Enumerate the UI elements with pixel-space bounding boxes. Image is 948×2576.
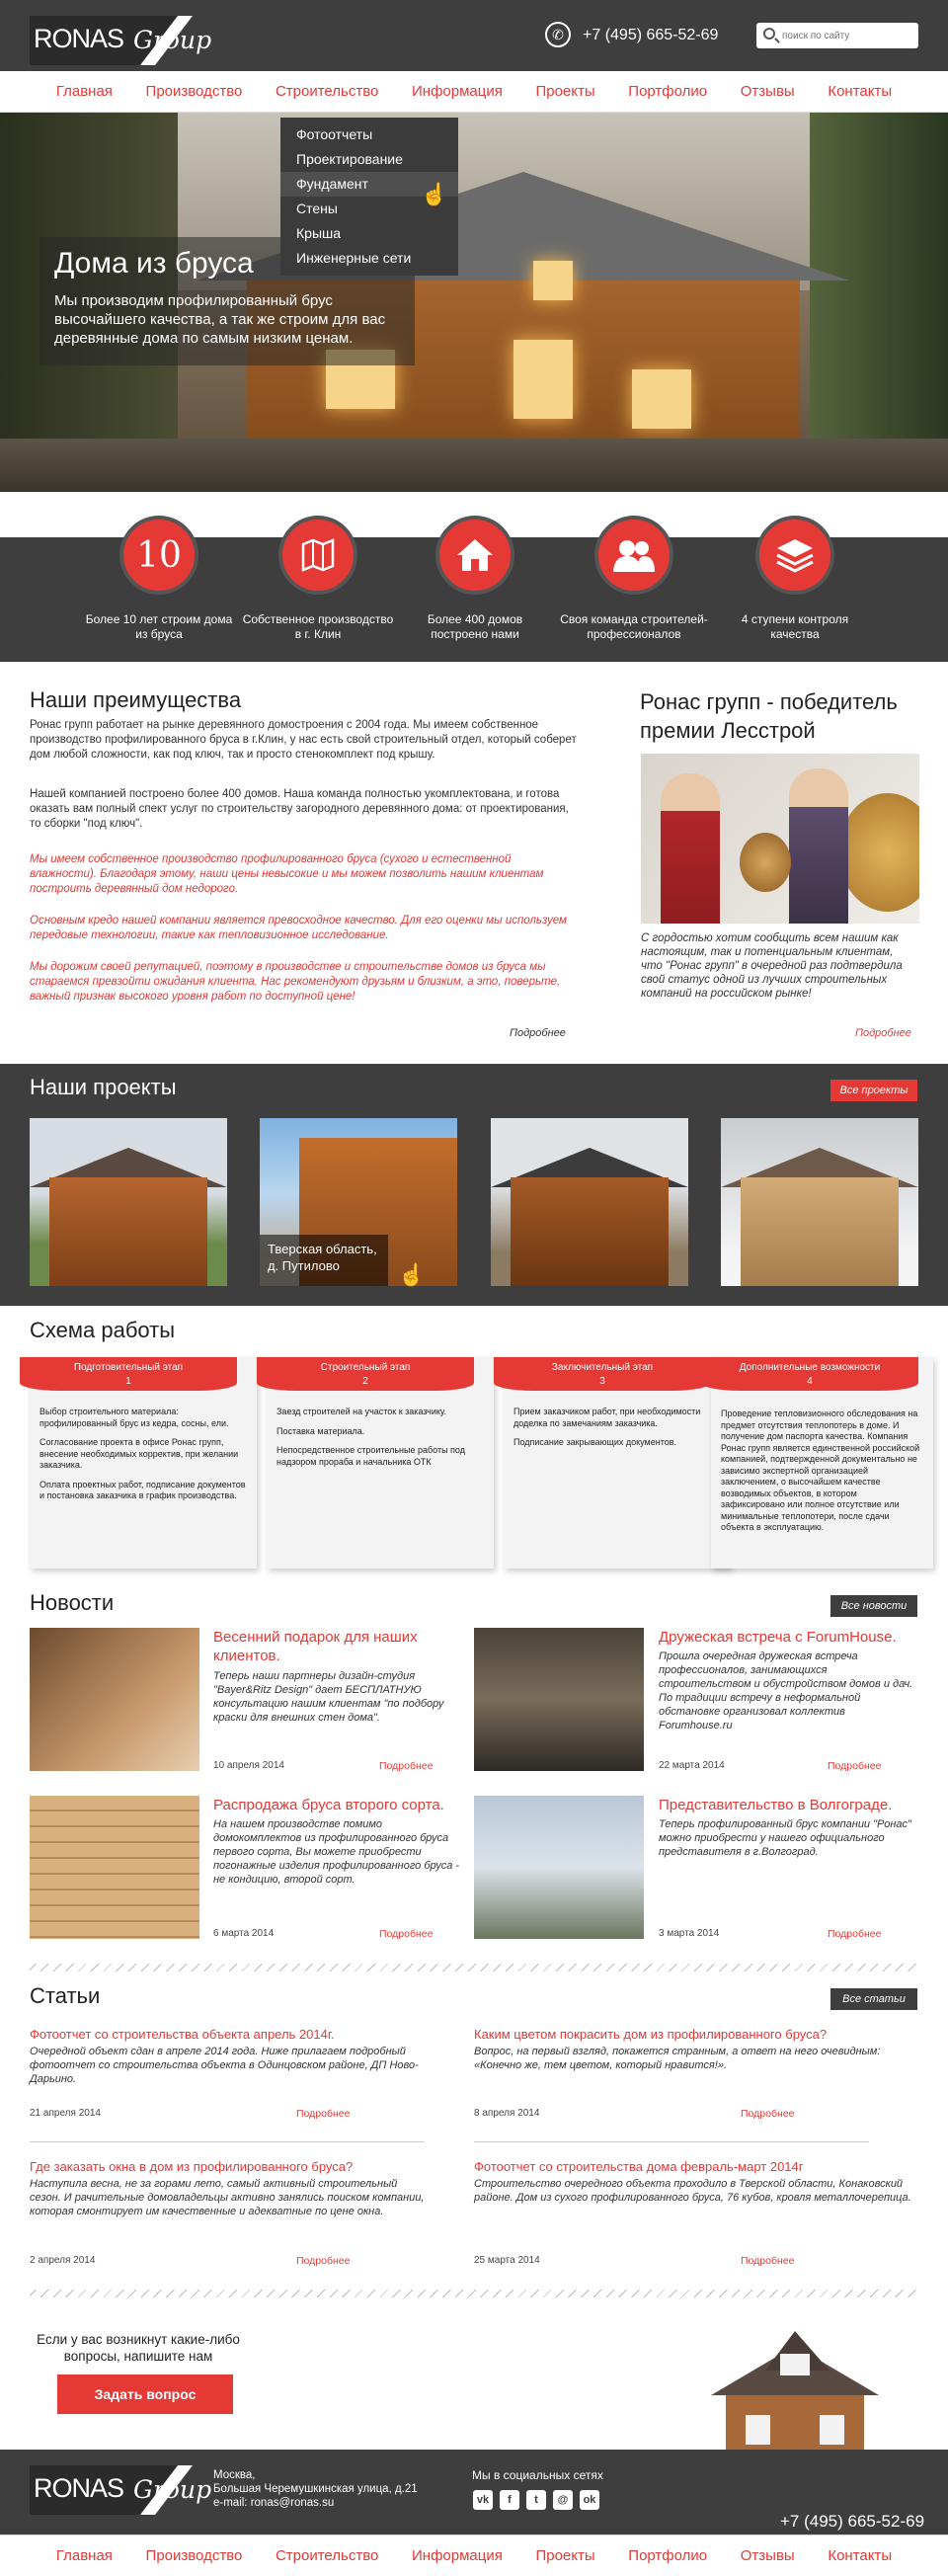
advantages-more-link[interactable]: Подробнее <box>510 1027 566 1039</box>
advantages-paragraph: Ронас групп работает на рынке деревянного домостроения с 2004 года. Мы имеем собственное производство профилированного бруса в г.Клин, у нас есть свой строительный отдел, который соберет дом любой сложности, как под ключ, так и просто стенокомплект под крышу. <box>30 719 577 761</box>
news-more-link[interactable]: Подробнее <box>828 1928 882 1940</box>
site-logo[interactable] <box>30 16 217 65</box>
award-medal <box>838 793 919 912</box>
feature-label: Собственное производство в г. Клин <box>242 612 394 641</box>
articles-title: Статьи <box>30 1983 101 2008</box>
news-image[interactable] <box>30 1628 199 1771</box>
project-card[interactable] <box>30 1118 227 1286</box>
all-projects-button[interactable]: Все проекты <box>830 1080 917 1101</box>
project-caption: Тверская область, д. Путилово <box>260 1235 388 1286</box>
hero-text: Мы производим профилированный брус высочайшего качества, а так же строим для вас деревянные дома по самым низким ценам. <box>54 292 386 347</box>
project-card[interactable] <box>721 1118 918 1286</box>
article-title-link[interactable]: Где заказать окна в дом из профилированного бруса? <box>30 2159 354 2174</box>
facebook-icon[interactable]: f <box>500 2490 519 2510</box>
article-title-link[interactable]: Фотоотчет со строительства дома февраль-март 2014г <box>474 2159 804 2174</box>
all-articles-button[interactable]: Все статьи <box>830 1988 917 2010</box>
nav-contacts[interactable]: Контакты <box>828 2547 893 2564</box>
news-more-link[interactable]: Подробнее <box>828 1760 882 1772</box>
news-title-link[interactable]: Весенний подарок для наших клиентов. <box>213 1629 418 1664</box>
footer-nav <box>0 2535 948 2576</box>
nav-production[interactable]: Производство <box>145 2547 243 2564</box>
news-image[interactable] <box>474 1628 644 1771</box>
award-photo <box>641 754 919 924</box>
nav-portfolio[interactable]: Портфолио <box>628 2547 708 2564</box>
home-icon <box>435 516 514 595</box>
project-card[interactable] <box>491 1118 688 1286</box>
hero-title: Дома из бруса <box>54 247 254 280</box>
nav-contacts[interactable]: Контакты <box>828 83 893 100</box>
address-city: Москва, <box>213 2469 256 2481</box>
stage-text: Проведение тепловизионного обследования на предмет отсутствия теплопотерь в доме. И получение дом паспорта качества. Компания Ронас групп является единственной российской компанией, подтвержденной документально не зависимо экспертной организацией заключением, о высочайшем качестве возводимых объектов, в котором зафиксировано или полное отсутствие или минимальные теплопотери, после сдачи объекта в эксплуатацию. <box>721 1409 920 1532</box>
nav-portfolio[interactable]: Портфолио <box>628 83 708 100</box>
map-icon <box>278 516 357 595</box>
nav-construction[interactable]: Строительство <box>275 2547 379 2564</box>
stage-header: Дополнительные возможности 4 <box>701 1357 918 1391</box>
logo-script-text: Group <box>133 26 212 54</box>
nav-info[interactable]: Информация <box>412 2547 503 2564</box>
stage-text: Прием заказчиком работ, при необходимости доделка по замечаниям заказчика. Подписание закрывающих документов. <box>514 1407 701 1447</box>
feature-label: Своя команда строителей-профессионалов <box>560 612 708 641</box>
stage-header: Подготовительный этап 1 <box>20 1357 237 1391</box>
award-person <box>789 768 848 924</box>
news-more-link[interactable]: Подробнее <box>379 1760 434 1772</box>
mail-icon[interactable]: @ <box>553 2490 573 2510</box>
news-image[interactable] <box>474 1796 644 1939</box>
stage-header: Строительный этап 2 <box>257 1357 474 1391</box>
advantages-highlight: Основным кредо нашей компании является превосходное качество. Для его оценки мы используем передовые технологии, такие как тепловизионное исследование. <box>30 915 567 941</box>
article-date: 25 марта 2014 <box>474 2255 540 2266</box>
dropdown-item[interactable]: Проектирование <box>296 151 403 167</box>
dropdown-item[interactable]: Инженерные сети <box>296 250 412 266</box>
hero-trees-right <box>810 113 948 492</box>
nav-home[interactable]: Главная <box>55 2547 113 2564</box>
wave-divider <box>30 2290 918 2297</box>
news-text: Теперь профилированный брус компании "Ронас" можно приобрести у нашего официального представителя в г.Волгоград. <box>659 1818 911 1858</box>
news-date: 3 марта 2014 <box>659 1928 720 1939</box>
article-text: Очередной объект сдан в апреле 2014 года. Ниже прилагаем подробный фотоотчет со строительства объекта в Одинцовском районе, ДП Ново-Дарьино. <box>30 2046 419 2085</box>
team-icon <box>594 516 673 595</box>
article-more-link[interactable]: Подробнее <box>741 2255 795 2267</box>
prize-title: Ронас групп - победитель премии Лесстрой <box>640 689 898 743</box>
wave-divider <box>30 1964 918 1972</box>
advantages-highlight: Мы дорожим своей репутацией, поэтому в производстве и строительстве домов из бруса мы стараемся превзойти ожидания клиента. Нас рекомендуют друзьям и близким, а это, поверьте, важный признак высокого уровня работ по доступной цене! <box>30 961 561 1003</box>
address-street: Большая Черемушкинская улица, д.21 <box>213 2483 418 2495</box>
footer-address <box>213 2468 418 2510</box>
article-date: 2 апреля 2014 <box>30 2255 96 2266</box>
phone-icon: ✆ <box>545 22 571 47</box>
article-date: 8 апреля 2014 <box>474 2108 540 2119</box>
article-divider <box>30 2141 425 2142</box>
news-date: 6 марта 2014 <box>213 1928 275 1939</box>
feature-label: Более 10 лет строим дома из бруса <box>85 612 233 641</box>
advantages-highlight: Мы имеем собственное производство профилированного бруса (сухого и естественной влажности). Благодаря этому, наши цены невысокие и мы можем позволить нашим клиентам построить деревянный дом недорого. <box>30 853 544 895</box>
header-phone[interactable]: +7 (495) 665-52-69 <box>583 27 719 43</box>
award-plaque <box>740 833 791 892</box>
search-icon[interactable] <box>763 28 775 40</box>
question-text: Если у вас возникнут какие-либо вопросы, напишите нам <box>37 2332 240 2364</box>
vk-icon[interactable]: vk <box>473 2490 493 2510</box>
award-person <box>661 773 720 924</box>
all-news-button[interactable]: Все новости <box>830 1595 917 1617</box>
stage-card <box>711 1357 933 1569</box>
article-date: 21 апреля 2014 <box>30 2108 101 2119</box>
stage-text: Выбор строительного материала: профилированный брус из кедра, сосны, ели. Согласование проекта в офисе Ронас групп, внесение необходимых корректив, при желании заказчика. Оплата проектных работ, подписание документов и постановка заказчика в график производства. <box>40 1407 246 1500</box>
advantages-paragraph: Нашей компанией построено более 400 домов. Наша команда полностью укомплектована, и готова оказать вам полный спект услуг по строительству загородного деревянного дома: от проектирования, то сборки "под ключ". <box>30 788 569 830</box>
article-text: Вопрос, на первый взгляд, покажется странным, а ответ на него очевидным: «Конечно же, тем цветом, который нравится!». <box>474 2046 881 2071</box>
news-image[interactable] <box>30 1796 199 1939</box>
search-box[interactable] <box>756 23 918 48</box>
projects-title: Наши проекты <box>30 1075 177 1099</box>
nav-production[interactable]: Производство <box>145 83 243 100</box>
hand-cursor-icon: ☝ <box>398 1262 426 1287</box>
scheme-title: Схема работы <box>30 1318 176 1342</box>
hero-ground <box>0 439 948 492</box>
logo-script-text: Group <box>133 2475 212 2504</box>
nav-projects[interactable]: Проекты <box>535 83 595 100</box>
social-title: Мы в социальных сетях <box>472 2468 603 2482</box>
article-title-link[interactable]: Фотоотчет со строительства объекта апрель 2014г. <box>30 2027 335 2042</box>
main-nav <box>0 71 948 113</box>
advantages-title: Наши преимущества <box>30 687 242 712</box>
news-title-link[interactable]: Дружеская встреча с ForumHouse. <box>659 1629 897 1646</box>
news-title-link[interactable]: Представительство в Волгограде. <box>659 1797 893 1813</box>
article-text: Строительство очередного объекта проходило в Тверской области, Конаковский районе. Дом из сухого профилированного бруса, 76 кубов, кровля металлочерепица. <box>474 2178 911 2204</box>
nav-home[interactable]: Главная <box>55 83 113 100</box>
feature-label: Более 400 домов построено нами <box>427 612 523 641</box>
stage-card <box>504 1357 731 1569</box>
article-more-link[interactable]: Подробнее <box>296 2255 351 2267</box>
nav-info[interactable]: Информация <box>412 83 503 100</box>
article-more-link[interactable]: Подробнее <box>296 2108 351 2120</box>
article-divider <box>474 2141 869 2142</box>
logo-main-text: RONAS <box>34 2473 124 2503</box>
dropdown-item[interactable]: Крыша <box>296 225 342 241</box>
features-strip <box>0 534 948 662</box>
news-title-link[interactable]: Распродажа бруса второго сорта. <box>213 1797 444 1813</box>
feature-label: 4 ступени контроля качества <box>741 612 849 641</box>
dropdown-item[interactable]: Стены <box>296 201 338 216</box>
nav-construction[interactable]: Строительство <box>275 83 379 100</box>
layers-icon <box>755 516 834 595</box>
stage-text: Заезд строителей на участок к заказчику. Поставка материала. Непосредственное строительные работы под надзором прораба и начальника ОТК <box>276 1407 465 1467</box>
news-text: Прошла очередная дружеская встреча профессионалов, занимающихся строительством и обустройством домов и дач. По традиции встречу в неформальной обстановке организовал коллектив Forumhouse.ru <box>659 1650 913 1731</box>
dropdown-item[interactable]: Фотоотчеты <box>296 126 373 142</box>
news-date: 10 апреля 2014 <box>213 1760 284 1771</box>
nav-projects[interactable]: Проекты <box>535 2547 595 2564</box>
nav-reviews[interactable]: Отзывы <box>740 2547 795 2564</box>
footer-email[interactable]: e-mail: ronas@ronas.su <box>213 2497 335 2509</box>
hand-cursor-icon: ☝ <box>421 182 448 206</box>
article-text: Наступила весна, не за горами лето, самый активный строительный сезон. И рачительные домовладельцы активно занялись поиском компании, которая смонтирует им качественные и адекватные по цене окна. <box>30 2178 425 2217</box>
logo-main-text: RONAS <box>34 24 124 53</box>
hero-window <box>514 340 573 419</box>
twitter-icon[interactable]: t <box>526 2490 546 2510</box>
article-title-link[interactable]: Каким цветом покрасить дом из профилированного бруса? <box>474 2027 828 2042</box>
article-more-link[interactable]: Подробнее <box>741 2108 795 2120</box>
news-text: Теперь наши партнеры дизайн-студия "Bayer&Ritz Design" дает БЕСПЛАТНУЮ консультацию нашим клиентам "по подбору краски для внешних стен дома". <box>213 1670 444 1724</box>
odnoklassniki-icon[interactable]: ok <box>580 2490 599 2510</box>
news-title: Новости <box>30 1590 115 1615</box>
news-text: На нашем производстве помимо домокомплектов из профилированного бруса первого сорта, Вы можете приобрести погонажные изделия профилированного бруса - не кондицию, второй сорт. <box>213 1818 460 1886</box>
news-date: 22 марта 2014 <box>659 1760 725 1771</box>
hero-window <box>632 369 691 429</box>
footer-logo[interactable] <box>30 2465 217 2515</box>
dropdown-item-active[interactable]: Фундамент <box>280 172 458 197</box>
prize-more-link[interactable]: Подробнее <box>855 1027 911 1039</box>
ten-years-badge: 10 <box>119 516 198 595</box>
hero-window <box>533 261 573 300</box>
stage-card <box>267 1357 494 1569</box>
ask-question-button[interactable]: Задать вопрос <box>57 2375 233 2414</box>
prize-text: С гордостью хотим сообщить всем нашим как настоящим, так и потенциальным клиентам, что "Ронас групп" в очередной раз подтвердила свой статус одной из лучших строительных компаний на российском рынке! <box>641 932 903 1000</box>
news-more-link[interactable]: Подробнее <box>379 1928 434 1940</box>
stage-header: Заключительный этап 3 <box>494 1357 711 1391</box>
nav-reviews[interactable]: Отзывы <box>740 83 795 100</box>
search-input[interactable] <box>782 27 910 44</box>
footer-phone[interactable]: +7 (495) 665-52-69 <box>780 2512 925 2531</box>
stage-card <box>30 1357 257 1569</box>
